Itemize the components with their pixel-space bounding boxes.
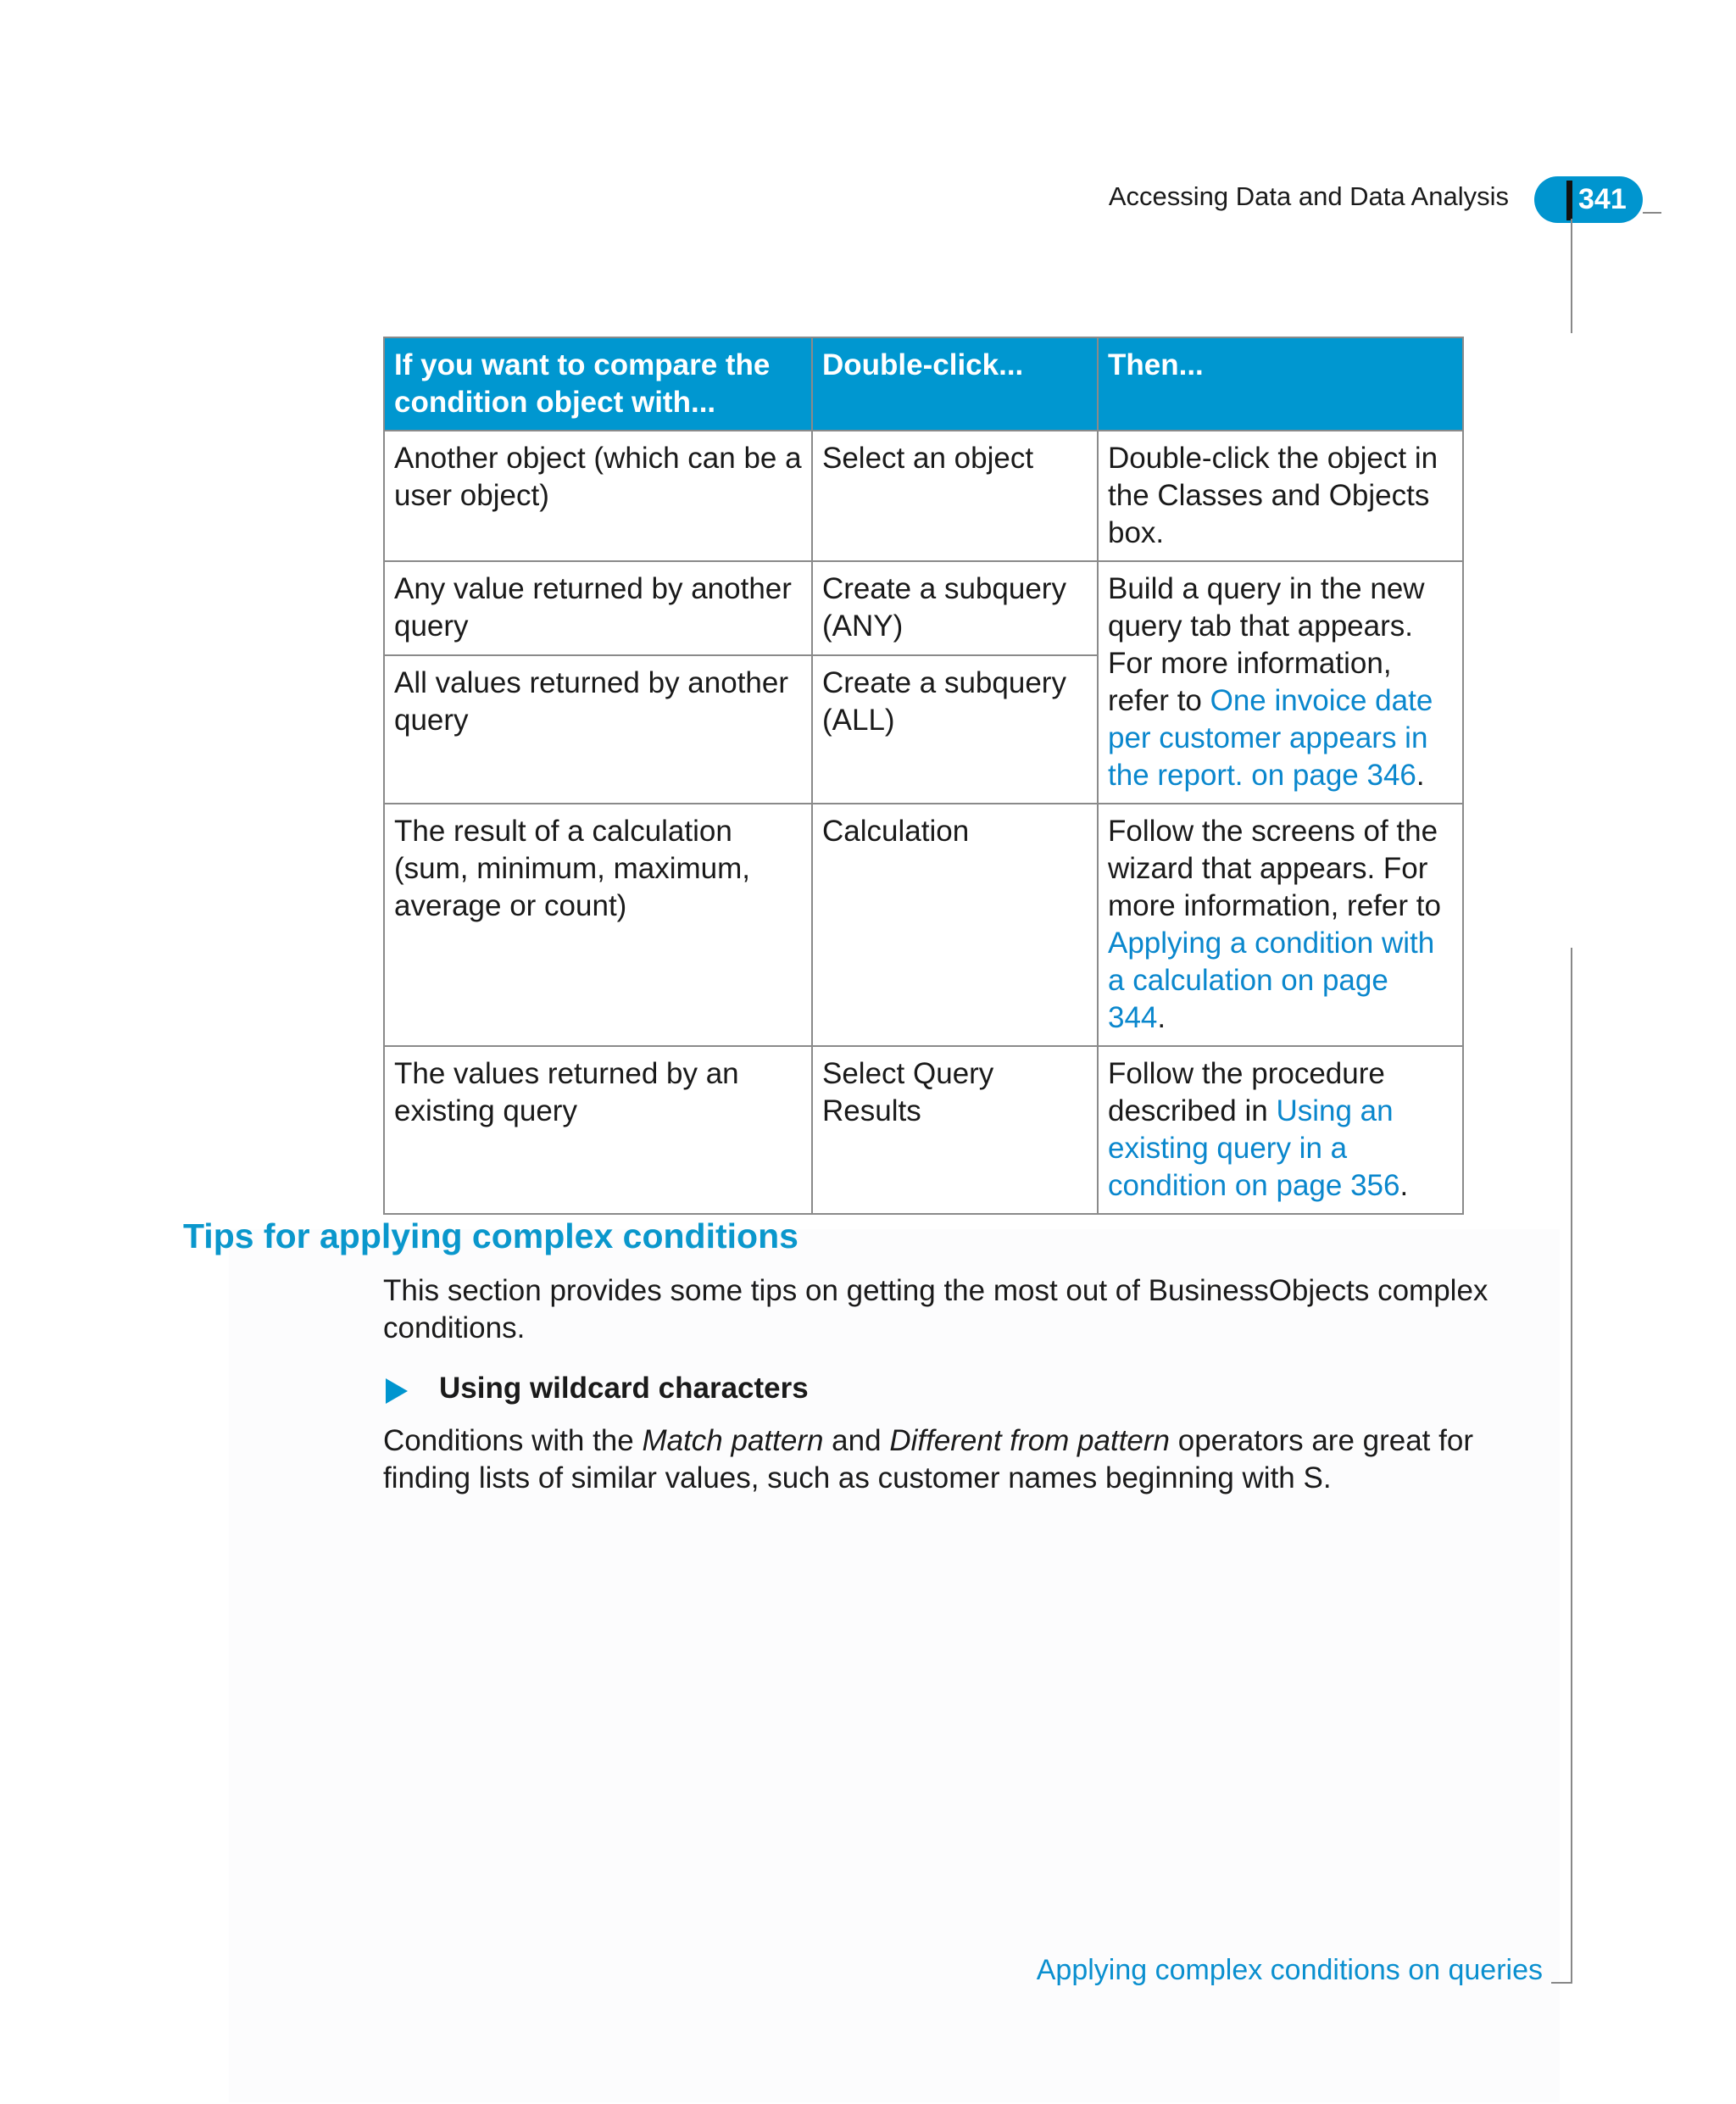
- cell-compare: The values returned by an existing query: [384, 1046, 812, 1214]
- then-text-end: .: [1416, 759, 1425, 792]
- cross-reference-link[interactable]: Using an existing query in a condition on page 356: [1108, 1094, 1400, 1202]
- condition-comparison-table: [383, 337, 1464, 1215]
- cell-then: [1098, 1046, 1463, 1214]
- cell-compare: Any value returned by another query: [384, 561, 812, 655]
- cell-compare: Another object (which can be a user object): [384, 431, 812, 561]
- margin-rule-bottom: [1571, 948, 1572, 1984]
- table-header-row: [384, 337, 1463, 431]
- cell-double-click: Create a subquery (ALL): [812, 655, 1098, 804]
- header-rule: [1643, 212, 1661, 214]
- running-footer: Applying complex conditions on queries: [1036, 1954, 1543, 1986]
- subheading: Using wildcard characters: [439, 1372, 809, 1405]
- cross-reference-link[interactable]: One invoice date per customer appears in the report. on page 346: [1108, 684, 1433, 792]
- then-text-end: .: [1157, 1001, 1166, 1034]
- margin-rule-top: [1571, 219, 1572, 333]
- header-double-click: Double-click...: [812, 337, 1098, 431]
- triangle-bullet-icon: [386, 1378, 408, 1404]
- header-compare: If you want to compare the condition object with...: [384, 337, 812, 431]
- table-row: [384, 1046, 1463, 1214]
- section-heading: Tips for applying complex conditions: [183, 1216, 798, 1255]
- operator-name: Different from pattern: [889, 1424, 1171, 1457]
- table-row: [384, 431, 1463, 561]
- paragraph-text: and: [823, 1424, 890, 1457]
- cell-then: [1098, 804, 1463, 1046]
- section-intro: This section provides some tips on getting the most out of BusinessObjects complex conditions.: [383, 1274, 1488, 1344]
- cell-double-click: Select Query Results: [812, 1046, 1098, 1214]
- cell-double-click: Select an object: [812, 431, 1098, 561]
- then-text-end: .: [1399, 1169, 1409, 1202]
- then-text: Follow the procedure described in: [1108, 1057, 1385, 1127]
- then-text: Build a query in the new query tab that appears. For more information, refer to: [1108, 572, 1425, 717]
- paragraph-text: operators are great for finding lists of similar values, such as customer names beginning with S.: [383, 1424, 1473, 1495]
- cross-reference-link[interactable]: Applying a condition with a calculation on page 344: [1108, 927, 1435, 1034]
- cell-compare: All values returned by another query: [384, 655, 812, 804]
- cell-double-click: Calculation: [812, 804, 1098, 1046]
- table-row: [384, 804, 1463, 1046]
- header-then: Then...: [1098, 337, 1463, 431]
- wildcard-paragraph: [383, 1422, 1511, 1497]
- cell-then: Double-click the object in the Classes and Objects box.: [1098, 431, 1463, 561]
- cell-compare: The result of a calculation (sum, minimum, maximum, average or count): [384, 804, 812, 1046]
- cell-then: [1098, 561, 1463, 804]
- page-number: 341: [1578, 183, 1627, 215]
- then-text: Follow the screens of the wizard that appears. For more information, refer to: [1108, 815, 1441, 922]
- paragraph-text: Conditions with the: [383, 1424, 643, 1457]
- running-header: Accessing Data and Data Analysis: [1108, 181, 1509, 211]
- cell-double-click: Create a subquery (ANY): [812, 561, 1098, 655]
- table-row: [384, 561, 1463, 655]
- page-badge-marker: [1566, 181, 1572, 220]
- operator-name: Match pattern: [642, 1424, 824, 1457]
- footer-rule: [1551, 1982, 1572, 1984]
